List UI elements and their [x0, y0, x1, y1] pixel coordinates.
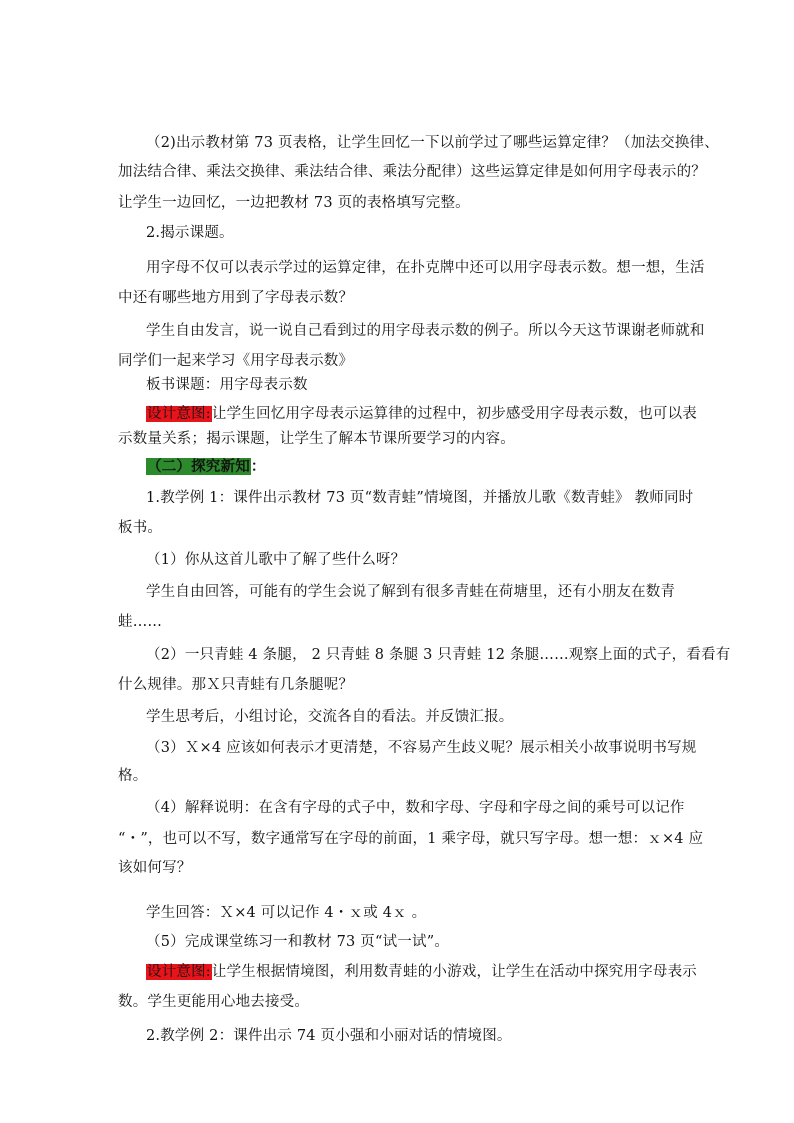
text-line: “・”，也可以不写，数字通常写在字母的前面，1 乘字母，就只写字母。想一想：ｘ×4 应 — [118, 831, 704, 847]
text-line: 2.揭示课题。 — [146, 225, 234, 241]
text-line: 蛙…… — [118, 614, 163, 630]
text-line: 学生自由回答，可能有的学生会说了解到有很多青蛙在荷塘里，还有小朋友在数青 — [146, 584, 676, 600]
text-line: 格。 — [118, 768, 148, 784]
text-line: 让学生一边回忆，一边把教材 73 页的表格填写完整。 — [118, 195, 470, 211]
text-line: 学生自由发言，说一说自己看到过的用字母表示数的例子。所以今天这节课谢老师就和 — [146, 323, 705, 339]
text-line: 数。学生更能用心地去接受。 — [118, 994, 310, 1010]
text-line: 让学生根据情境图，利用数青蛙的小游戏，让学生在活动中探究用字母表示 — [211, 964, 697, 980]
text-line: 2.教学例 2：课件出示 74 页小强和小丽对话的情境图。 — [146, 1028, 512, 1044]
text-line: 中还有哪些地方用到了字母表示数？ — [118, 290, 354, 306]
design-intent-paragraph — [146, 962, 716, 982]
text-line: 板书课题：用字母表示数 — [146, 377, 308, 393]
text-line: 什么规律。那Ｘ只青蛙有几条腿呢？ — [118, 677, 354, 693]
text-line: （4）解释说明：在含有字母的式子中，数和字母、字母和字母之间的乘号可以记作 — [146, 800, 685, 816]
text-line: 示数量关系；揭示课题，让学生了解本节课所要学习的内容。 — [118, 431, 515, 447]
text-line: （2)出示教材第 73 页表格，让学生回忆一下以前学过了哪些运算定律？（加法交换律、 — [146, 135, 719, 151]
text-line: 同学们一起来学习《用字母表示数》 — [118, 353, 354, 369]
section-heading — [146, 457, 716, 477]
design-intent-paragraph — [146, 404, 716, 424]
text-line: （3）Ｘ×4 应该如何表示才更清楚，不容易产生歧义呢？展示相关小故事说明书写规 — [146, 740, 697, 756]
text-line: （2）一只青蛙 4 条腿， 2 只青蛙 8 条腿 3 只青蛙 12 条腿……观察上面的式子，看看有 — [146, 647, 731, 663]
text-line: 让学生回忆用字母表示运算律的过程中，初步感受用字母表示数，也可以表 — [211, 406, 697, 422]
text-line: 学生回答：Ｘ×4 可以记作 4・ｘ或 4ｘ 。 — [146, 905, 427, 921]
text-line: （1）你从这首儿歌中了解了些什么呀？ — [146, 552, 406, 568]
heading-colon: ： — [250, 458, 266, 475]
design-intent-tag: 设计意图: — [147, 406, 211, 422]
text-line: 该如何写？ — [118, 860, 192, 876]
text-line: （5）完成课堂练习一和教材 73 页“试一试”。 — [146, 934, 450, 950]
text-line: 板书。 — [118, 520, 163, 536]
text-line: 用字母不仅可以表示学过的运算定律，在扑克牌中还可以用字母表示数。想一想，生活 — [146, 260, 705, 276]
text-line: 学生思考后，小组讨论，交流各自的看法。并反馈汇报。 — [146, 709, 514, 725]
text-line: 1.教学例 1：课件出示教材 73 页“数青蛙”情境图，并播放儿歌《数青蛙》 教师同时 — [146, 490, 694, 506]
design-intent-tag: 设计意图: — [147, 964, 211, 980]
text-line: 加法结合律、乘法交换律、乘法结合律、乘法分配律）这些运算定律是如何用字母表示的？ — [118, 164, 706, 180]
explore-heading-tag: （二）探究新知 — [147, 458, 250, 475]
